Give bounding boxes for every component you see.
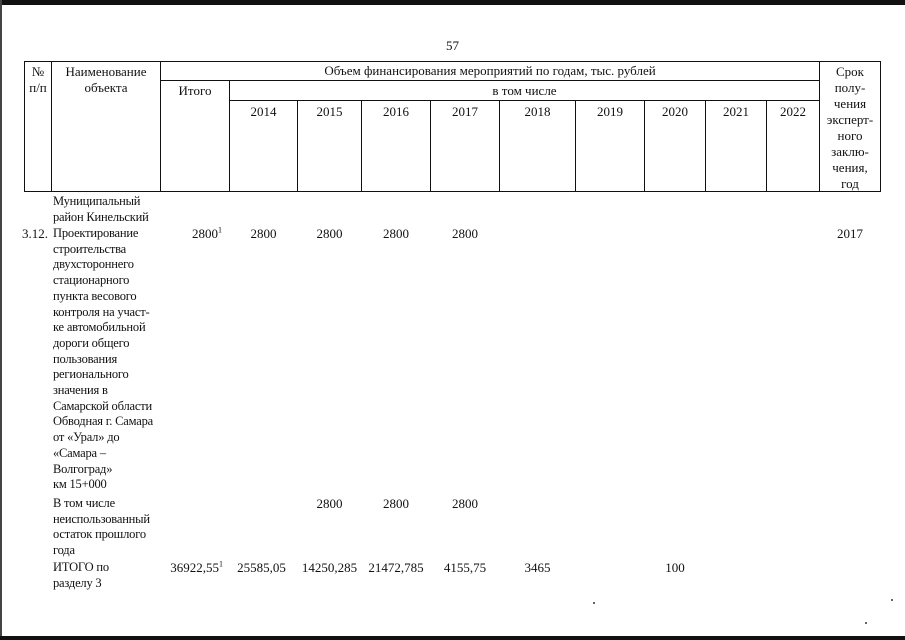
- row-unused-name-line: неиспользованный: [53, 511, 150, 526]
- section-title-line2: район Кинельский: [53, 209, 149, 224]
- row-3-12-name-line: Волгоград»: [53, 461, 113, 476]
- row-3-12-name-line: пункта весового: [53, 288, 137, 303]
- header-year-2014: 2014: [250, 104, 277, 119]
- scan-speck: [891, 599, 893, 601]
- row-3-12-name-line: строительства: [53, 241, 126, 256]
- scan-border-bottom: [0, 636, 905, 640]
- row-total-2020: 100: [665, 560, 685, 575]
- row-3-12-name-line: пользования: [53, 351, 118, 366]
- row-3-12-name-line: Обводная г. Самара: [53, 414, 153, 429]
- header-year-2015: 2015: [316, 104, 343, 119]
- section-title-line1: Муниципальный: [53, 194, 141, 208]
- header-year-2021: 2021: [723, 104, 749, 119]
- scan-speck: [593, 602, 595, 604]
- header-deadline-line5: ного: [837, 128, 863, 143]
- header-year-2020: 2020: [662, 104, 688, 119]
- header-num-line1: №: [31, 64, 45, 79]
- header-name-line2: объекта: [84, 80, 128, 95]
- header-funding-title: Объем финансирования мероприятий по годам, тыс. рублей: [324, 63, 656, 78]
- row-total-name-line: разделу 3: [53, 575, 102, 590]
- row-3-12-total-footnote: 1: [218, 225, 222, 235]
- row-3-12-total-value: 2800: [192, 226, 218, 241]
- row-3-12-2017: 2800: [452, 226, 478, 241]
- row-unused-name-line: В том числе: [53, 496, 115, 510]
- header-year-2019: 2019: [597, 104, 623, 119]
- row-3-12-name-line: контроля на участ-: [53, 304, 150, 319]
- header-deadline-line3: чения: [833, 96, 867, 111]
- header-deadline-line8: год: [841, 176, 859, 191]
- section-title: [53, 194, 149, 225]
- row-total-2015: 14250,285: [301, 560, 358, 575]
- scan-border-left: [0, 0, 2, 640]
- header-deadline-line6: заклю-: [831, 144, 869, 159]
- header-year-2016: 2016: [383, 104, 409, 119]
- row-3-12-name-line: Проектирование: [53, 226, 139, 240]
- row-total-2018: 3465: [524, 560, 551, 575]
- header-deadline-line2: полу-: [834, 80, 866, 95]
- row-3-12-deadline: 2017: [837, 226, 863, 241]
- row-total-total: [155, 560, 223, 575]
- header-deadline-line1: Срок: [836, 64, 864, 79]
- row-3-12-num: 3.12.: [22, 226, 48, 241]
- header-total: Итого: [178, 83, 212, 98]
- row-3-12-name-line: от «Урал» до: [53, 430, 120, 445]
- row-total-2017: 4155,75: [443, 560, 487, 575]
- row-total-name-line: ИТОГО по: [53, 560, 109, 574]
- row-3-12-name: [53, 226, 163, 493]
- row-unused-2016: 2800: [383, 496, 409, 511]
- header-year-2017: 2017: [452, 104, 478, 119]
- row-3-12-total: [160, 226, 222, 241]
- row-total-name: [53, 560, 163, 591]
- header-year-2022: 2022: [780, 104, 806, 119]
- row-3-12-name-line: стационарного: [53, 273, 130, 288]
- row-3-12-2016: 2800: [383, 226, 409, 241]
- row-3-12-name-line: дороги общего: [53, 335, 130, 350]
- row-3-12-name-line: регионального: [53, 367, 129, 382]
- row-3-12-name-line: Самарской области: [53, 398, 152, 413]
- header-name-line1: Наименование: [65, 64, 147, 79]
- row-unused-2015: 2800: [316, 496, 343, 511]
- row-3-12-name-line: км 15+000: [53, 477, 107, 492]
- row-unused-2017: 2800: [452, 496, 478, 511]
- header-including: в том числе: [492, 83, 557, 98]
- row-3-12-2014: 2800: [250, 226, 277, 241]
- row-total-2016: 21472,785: [368, 560, 424, 575]
- row-unused-name-line: года: [53, 543, 75, 558]
- row-3-12-name-line: «Самара –: [53, 445, 106, 460]
- row-unused-name-line: остаток прошлого: [53, 527, 146, 542]
- page-number: 57: [446, 38, 459, 53]
- header-year-2018: 2018: [524, 104, 551, 119]
- header-deadline-line7: чения,: [832, 160, 868, 175]
- scan-speck: [865, 622, 867, 624]
- row-total-total-footnote: 1: [219, 559, 223, 569]
- row-total-total-value: 36922,55: [170, 560, 219, 575]
- row-3-12-name-line: двухстороннего: [53, 257, 134, 272]
- row-total-2014: 25585,05: [237, 560, 286, 575]
- header-deadline-line4: эксперт-: [826, 112, 874, 127]
- row-3-12-2015: 2800: [316, 226, 343, 241]
- scan-border-top: [0, 0, 905, 5]
- row-3-12-name-line: ке автомобильной: [53, 320, 146, 335]
- header-num-line2: п/п: [29, 80, 47, 95]
- row-unused-name: [53, 496, 163, 559]
- row-3-12-name-line: значения в: [53, 383, 108, 398]
